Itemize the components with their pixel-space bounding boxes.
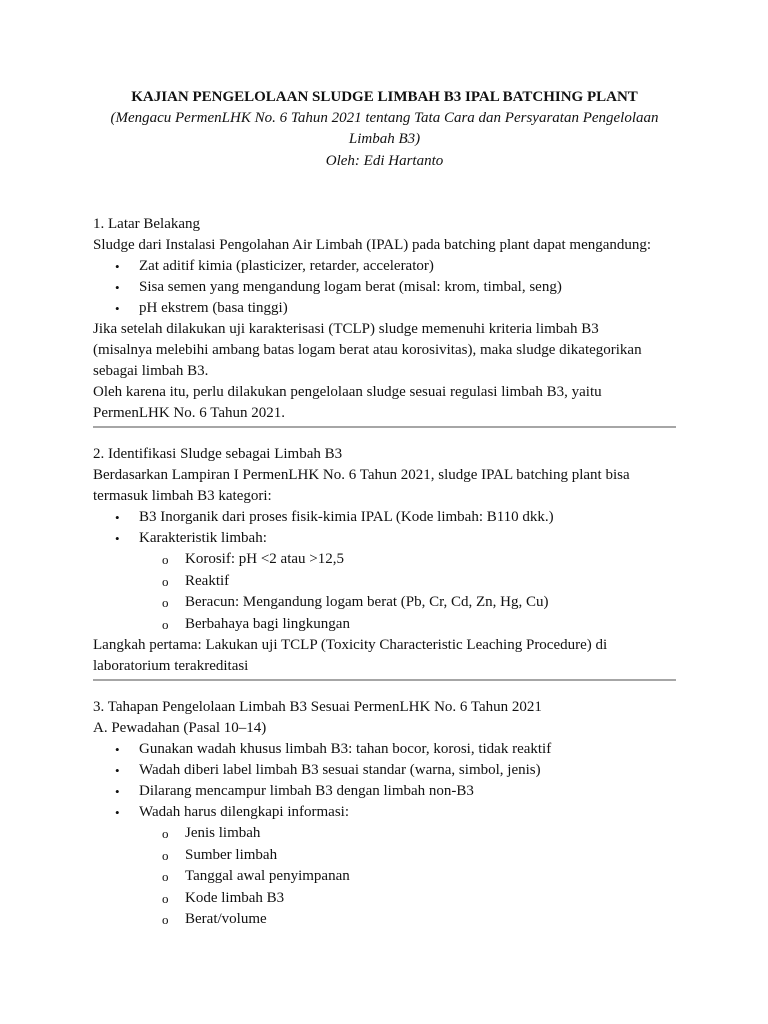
bullet-icon: • (115, 531, 120, 546)
sub-bullet-list (93, 549, 676, 635)
list-item-text: pH ekstrem (basa tinggi) (139, 300, 288, 316)
section-heading: 1. Latar Belakang (93, 216, 201, 232)
sub-list-item (93, 549, 676, 571)
paragraph-line: termasuk limbah B3 kategori: (93, 488, 272, 504)
sub-bullet-icon: o (162, 912, 169, 927)
bullet-icon: • (115, 259, 120, 274)
list-item-text: Beracun: Mengandung logam berat (Pb, Cr, Cd, Zn, Hg, Cu) (185, 594, 549, 610)
sub-bullet-list (93, 823, 676, 931)
bullet-list (93, 256, 676, 319)
list-item-text: Wadah diberi label limbah B3 sesuai standar (warna, simbol, jenis) (139, 762, 541, 778)
list-item-text: Sumber limbah (185, 846, 278, 863)
sub-list-item (93, 614, 676, 636)
list-item-text: Wadah harus dilengkapi informasi: (139, 804, 349, 820)
sub-bullet-icon: o (162, 890, 169, 906)
section-tahapan (93, 697, 676, 931)
list-item-text: Dilarang mencampur limbah B3 dengan limbah non-B3 (139, 783, 474, 799)
paragraph-line: Jika setelah dilakukan uji karakterisasi (TCLP) sludge memenuhi kriteria limbah B3 (93, 321, 599, 337)
section-subheading: A. Pewadahan (Pasal 10–14) (93, 720, 267, 736)
list-item-text: Karakteristik limbah: (139, 530, 267, 546)
sub-bullet-icon: o (162, 847, 169, 863)
paragraph-line: Langkah pertama: Lakukan uji TCLP (Toxicity Characteristic Leaching Procedure) di (93, 637, 608, 653)
list-item (93, 298, 676, 319)
list-item-text: B3 Inorganik dari proses fisik-kimia IPAL (Kode limbah: B110 dkk.) (139, 509, 554, 525)
horizontal-divider (93, 426, 676, 428)
list-item (93, 507, 676, 528)
bullet-icon: • (115, 280, 120, 295)
sub-list-item (93, 823, 676, 845)
bullet-icon: • (115, 742, 120, 757)
list-item (93, 277, 676, 298)
list-item-text: Sisa semen yang mengandung logam berat (misal: krom, timbal, seng) (139, 279, 562, 295)
bullet-icon: • (115, 805, 120, 820)
sub-bullet-icon: o (162, 552, 169, 567)
list-item (93, 802, 676, 823)
bullet-icon: • (115, 301, 120, 316)
section-identifikasi (93, 444, 676, 681)
sub-list-item (93, 592, 676, 614)
list-item (93, 760, 676, 781)
list-item-text: Kode limbah B3 (185, 889, 285, 906)
list-item-text: Korosif: pH <2 atau >12,5 (185, 551, 344, 567)
bullet-list (93, 507, 676, 549)
sub-list-item (93, 571, 676, 593)
list-item-text: Gunakan wadah khusus limbah B3: tahan bocor, korosi, tidak reaktif (139, 741, 552, 757)
sub-bullet-icon: o (162, 595, 169, 610)
paragraph-line: Oleh karena itu, perlu dilakukan pengelolaan sludge sesuai regulasi limbah B3, yaitu (93, 384, 602, 400)
document-subtitle-line1: (Mengacu PermenLHK No. 6 Tahun 2021 tentang Tata Cara dan Persyaratan Pengelolaan (110, 110, 659, 126)
horizontal-divider (93, 679, 676, 681)
sub-bullet-icon: o (162, 869, 169, 884)
document-author: Oleh: Edi Hartanto (325, 153, 444, 169)
list-item (93, 256, 676, 277)
sub-list-item (93, 866, 676, 888)
sub-bullet-icon: o (162, 616, 169, 632)
section-heading: 2. Identifikasi Sludge sebagai Limbah B3 (93, 446, 343, 462)
list-item-text: Berat/volume (185, 911, 267, 927)
bullet-list (93, 739, 676, 823)
list-item-text: Jenis limbah (185, 825, 261, 841)
list-item-text: Zat aditif kimia (plasticizer, retarder, accelerator) (139, 258, 434, 274)
list-item (93, 528, 676, 549)
list-item-text: Berbahaya bagi lingkungan (185, 615, 350, 632)
section-heading: 3. Tahapan Pengelolaan Limbah B3 Sesuai PermenLHK No. 6 Tahun 2021 (93, 699, 542, 715)
list-item-text: Reaktif (185, 572, 230, 589)
bullet-icon: • (115, 784, 120, 799)
list-item (93, 781, 676, 802)
paragraph-line: Sludge dari Instalasi Pengolahan Air Limbah (IPAL) pada batching plant dapat mengandung: (93, 237, 652, 253)
paragraph-line: (misalnya melebihi ambang batas logam berat atau korosivitas), maka sludge dikategorikan (93, 342, 642, 358)
sub-list-item (93, 909, 676, 931)
paragraph-line: PermenLHK No. 6 Tahun 2021. (93, 405, 285, 421)
paragraph-line: sebagai limbah B3. (93, 363, 209, 379)
document-subtitle-line2: Limbah B3) (348, 131, 421, 147)
section-latar-belakang (93, 214, 676, 428)
bullet-icon: • (115, 763, 120, 778)
list-item (93, 739, 676, 760)
sub-list-item (93, 888, 676, 910)
paragraph-line: laboratorium terakreditasi (93, 658, 249, 674)
sub-bullet-icon: o (162, 826, 169, 841)
document-page (93, 87, 676, 931)
list-item-text: Tanggal awal penyimpanan (185, 868, 350, 884)
sub-bullet-icon: o (162, 573, 169, 589)
bullet-icon: • (115, 510, 120, 525)
sub-list-item (93, 845, 676, 867)
paragraph-line: Berdasarkan Lampiran I PermenLHK No. 6 Tahun 2021, sludge IPAL batching plant bisa (93, 467, 630, 483)
document-title: KAJIAN PENGELOLAAN SLUDGE LIMBAH B3 IPAL BATCHING PLANT (131, 89, 638, 105)
